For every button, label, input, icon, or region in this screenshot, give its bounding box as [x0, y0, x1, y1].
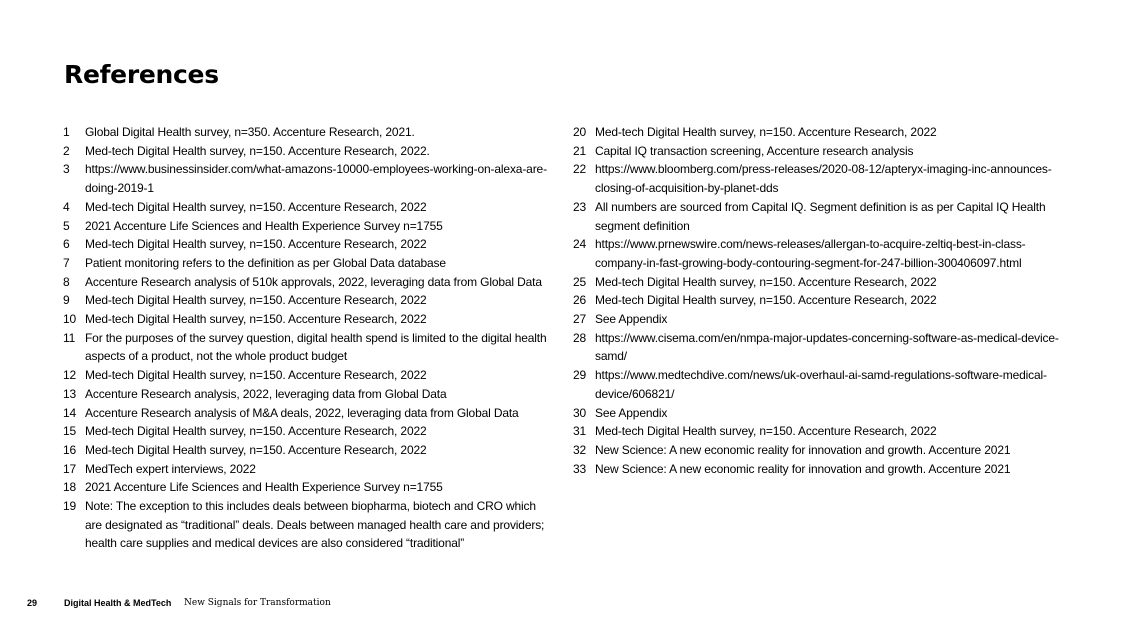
reference-text: https://www.cisema.com/en/nmpa-major-updates-concerning-software-as-medical-device-samd/ — [595, 330, 1059, 364]
reference-text: Global Digital Health survey, n=350. Accenture Research, 2021. — [85, 125, 415, 139]
reference-number: 32 — [573, 442, 587, 457]
reference-item — [573, 460, 1073, 479]
reference-number: 9 — [63, 293, 70, 308]
reference-text: See Appendix — [595, 312, 668, 327]
footer-brand: Digital Health & MedTech — [64, 598, 172, 608]
reference-item — [63, 160, 549, 197]
reference-text: MedTech expert interviews, 2022 — [85, 461, 256, 476]
reference-number: 24 — [573, 237, 587, 252]
reference-item — [63, 460, 549, 479]
reference-number: 8 — [63, 274, 70, 289]
reference-number: 20 — [573, 125, 587, 139]
reference-text: 2021 Accenture Life Sciences and Health Experience Survey n=1755 — [85, 218, 443, 233]
reference-item — [573, 291, 1073, 310]
reference-item — [63, 235, 549, 254]
reference-item — [63, 254, 549, 273]
reference-number: 31 — [573, 424, 587, 439]
reference-text: Med-tech Digital Health survey, n=150. Accenture Research, 2022 — [85, 199, 427, 214]
reference-number: 7 — [63, 255, 70, 270]
reference-item — [63, 123, 549, 142]
reference-text: Med-tech Digital Health survey, n=150. Accenture Research, 2022 — [595, 424, 937, 439]
reference-item — [573, 366, 1073, 403]
reference-item — [573, 422, 1073, 441]
reference-number: 2 — [63, 143, 70, 158]
references-list-left — [63, 123, 549, 553]
reference-item — [63, 142, 549, 161]
reference-number: 14 — [63, 405, 77, 420]
page-title: References — [64, 60, 219, 89]
reference-item — [573, 123, 1073, 142]
reference-text: https://www.businessinsider.com/what-amazons-10000-employees-working-on-alexa-are-doing-2019-1 — [85, 162, 547, 196]
reference-number: 4 — [63, 199, 70, 214]
reference-item — [63, 198, 549, 217]
reference-number: 29 — [573, 368, 587, 383]
reference-text: Accenture Research analysis of M&A deals, 2022, leveraging data from Global Data — [85, 405, 519, 420]
reference-number: 16 — [63, 442, 77, 457]
reference-text: Med-tech Digital Health survey, n=150. Accenture Research, 2022 — [85, 368, 427, 383]
reference-number: 12 — [63, 368, 77, 383]
reference-item — [63, 217, 549, 236]
reference-text: Med-tech Digital Health survey, n=150. Accenture Research, 2022 — [85, 237, 427, 252]
reference-text: All numbers are sourced from Capital IQ. Segment definition is as per Capital IQ Health segment definition — [595, 199, 1046, 233]
references-list-right — [573, 123, 1073, 478]
reference-number: 22 — [573, 162, 587, 177]
reference-text: See Appendix — [595, 405, 668, 420]
reference-text: Med-tech Digital Health survey, n=150. Accenture Research, 2022 — [595, 125, 937, 139]
reference-item — [63, 291, 549, 310]
reference-text: New Science: A new economic reality for innovation and growth. Accenture 2021 — [595, 442, 1011, 457]
reference-text: https://www.bloomberg.com/press-releases/2020-08-12/apteryx-imaging-inc-announces-closing-of-acquisition-by-planet-dds — [595, 162, 1052, 196]
reference-number: 19 — [63, 499, 77, 514]
reference-number: 15 — [63, 424, 77, 439]
reference-number: 21 — [573, 143, 587, 158]
reference-number: 26 — [573, 293, 587, 308]
reference-text: Med-tech Digital Health survey, n=150. Accenture Research, 2022. — [85, 143, 430, 158]
reference-item — [573, 160, 1073, 197]
reference-item — [573, 329, 1073, 366]
reference-number: 13 — [63, 386, 77, 401]
reference-text: https://www.prnewswire.com/news-releases/allergan-to-acquire-zeltiq-best-in-class-company-in-fast-growing-body-contouring-segment-for-247-billion-300406097.html — [595, 237, 1026, 270]
reference-number: 18 — [63, 480, 77, 495]
reference-number: 28 — [573, 330, 587, 345]
reference-text: Med-tech Digital Health survey, n=150. Accenture Research, 2022 — [595, 293, 937, 308]
reference-number: 33 — [573, 461, 587, 476]
reference-number: 5 — [63, 218, 70, 233]
reference-text: Capital IQ transaction screening, Accenture research analysis — [595, 143, 914, 158]
reference-number: 3 — [63, 162, 70, 177]
reference-number: 17 — [63, 461, 77, 476]
reference-item — [63, 385, 549, 404]
reference-text: Med-tech Digital Health survey, n=150. Accenture Research, 2022 — [85, 442, 427, 457]
reference-item — [63, 422, 549, 441]
reference-text: Med-tech Digital Health survey, n=150. Accenture Research, 2022 — [85, 312, 427, 327]
reference-text: Accenture Research analysis, 2022, leveraging data from Global Data — [85, 386, 447, 401]
reference-text: Accenture Research analysis of 510k approvals, 2022, leveraging data from Global Data — [85, 274, 542, 289]
reference-number: 30 — [573, 405, 587, 420]
reference-item — [573, 142, 1073, 161]
footer-subtitle: New Signals for Transformation — [184, 598, 331, 608]
reference-number: 25 — [573, 274, 587, 289]
reference-item — [573, 310, 1073, 329]
reference-item — [573, 198, 1073, 235]
reference-number: 10 — [63, 312, 77, 327]
reference-item — [63, 497, 549, 553]
page-number: 29 — [27, 598, 38, 608]
reference-text: 2021 Accenture Life Sciences and Health Experience Survey n=1755 — [85, 480, 443, 495]
reference-number: 23 — [573, 199, 587, 214]
reference-item — [573, 235, 1073, 272]
reference-text: https://www.medtechdive.com/news/uk-overhaul-ai-samd-regulations-software-medical-device/606821/ — [595, 368, 1047, 401]
reference-item — [63, 404, 549, 423]
reference-number: 11 — [63, 330, 76, 345]
reference-number: 27 — [573, 312, 587, 327]
reference-text: Med-tech Digital Health survey, n=150. Accenture Research, 2022 — [85, 293, 427, 308]
reference-text: Med-tech Digital Health survey, n=150. Accenture Research, 2022 — [85, 424, 427, 439]
reference-item — [63, 329, 549, 366]
reference-item — [63, 273, 549, 292]
reference-text: Note: The exception to this includes deals between biopharma, biotech and CRO which are designated as “traditional” deals. Deals between managed health care and providers; health care supplies and medical devices are also considered “traditional” — [85, 499, 545, 551]
reference-item — [63, 310, 549, 329]
reference-item — [573, 273, 1073, 292]
reference-number: 1 — [63, 125, 70, 139]
reference-text: New Science: A new economic reality for innovation and growth. Accenture 2021 — [595, 461, 1011, 476]
reference-number: 6 — [63, 237, 70, 252]
reference-text: Patient monitoring refers to the definition as per Global Data database — [85, 255, 446, 270]
reference-text: For the purposes of the survey question, digital health spend is limited to the digital health aspects of a product, not the whole product budget — [85, 330, 547, 364]
reference-item — [573, 404, 1073, 423]
reference-item — [573, 441, 1073, 460]
reference-item — [63, 478, 549, 497]
reference-text: Med-tech Digital Health survey, n=150. Accenture Research, 2022 — [595, 274, 937, 289]
reference-item — [63, 441, 549, 460]
reference-item — [63, 366, 549, 385]
